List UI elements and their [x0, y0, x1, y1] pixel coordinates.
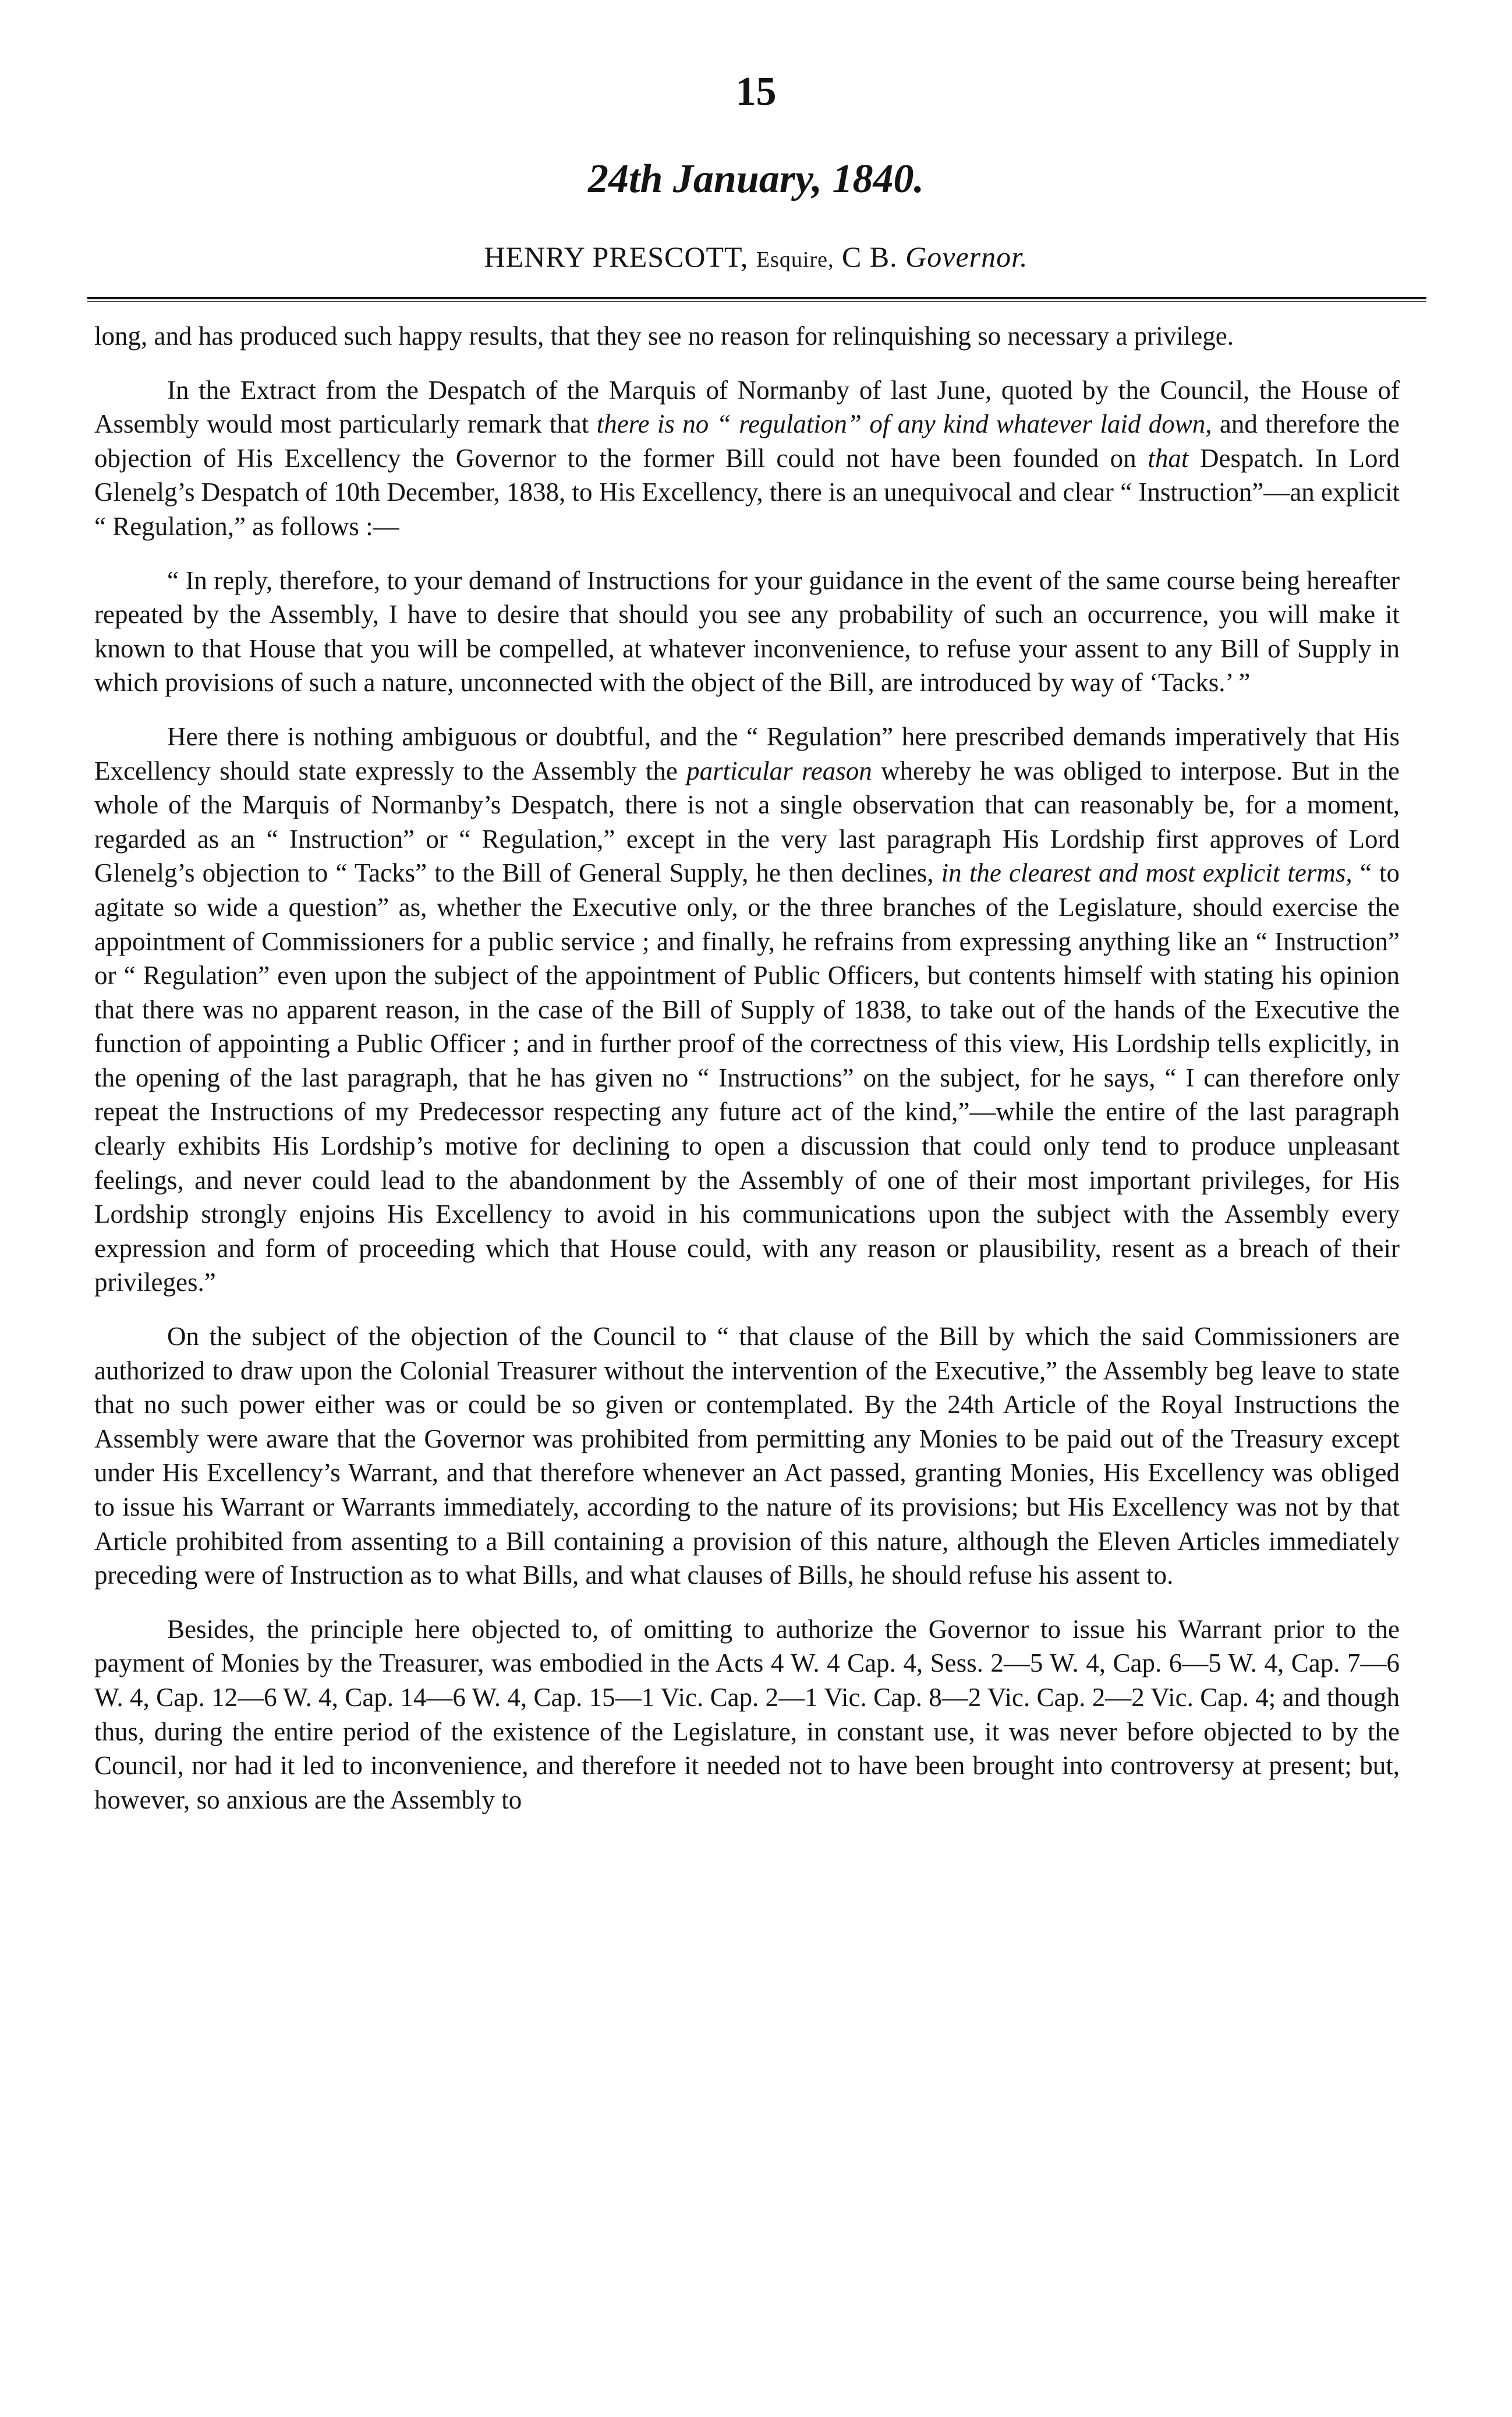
body-text — [94, 319, 1400, 1836]
governor-heading — [0, 240, 1512, 274]
paragraph-2-part-e: Despatch. In Lord Glenelg’s Despatch of 10th December, 1838, to His Excellency, there is an unequivocal and clear “ Instruction”—an explicit “ Regulation,” as follows :— — [94, 443, 1400, 541]
paragraph-1: long, and has produced such happy results, that they see no reason for relinquishing so necessary a privilege. — [94, 321, 1234, 351]
governor-esquire: Esquire, — [756, 247, 834, 272]
paragraph-4-emphasis-terms: in the clearest and most explicit terms, — [941, 858, 1352, 888]
paragraph-2 — [94, 373, 1400, 544]
paragraph-4-emphasis: particular reason — [686, 756, 872, 785]
paragraph-4 — [94, 720, 1400, 1300]
paragraph-4-part-e: “ to agitate so wide a question” as, whether the Executive only, or the three branches of the Legislature, should exercise the appointment of Commissioners for a public service ; and finally, he refrains from expressing anything like an “ Instruction” or “ Regulation” even upon the subject of the appointment of Public Officers, but contents himself with stating his opinion that there was no apparent reason, in the case of the Bill of Supply of 1838, to take out of the hands of the Executive the function of appointing a Public Officer ; and in further proof of the correctness of this view, His Lordship tells explicitly, in the opening of the last paragraph, that he has given no “ Instructions” on the subject, for he says, “ I can therefore only repeat the Instructions of my Predecessor respecting any future act of the kind,”—while the entire of the last paragraph clearly exhibits His Lordship’s motive for declining to open a discussion that could only tend to produce unpleasant feelings, and never could lead to the abandonment by the Assembly of one of their most important privileges, for His Lordship strongly enjoins His Excellency to avoid in his communications upon the subject with the Assembly every expression and form of proceeding which that House could, with any reason or plausibility, resent as a breach of their privileges.” — [94, 858, 1400, 1297]
paragraph-2-part-a: In the Extract from the Despatch of the Marquis of Normanby of last June, quoted by the Council, the House of Assembly would most particularly remark that — [94, 375, 1400, 439]
paragraph-4-part-c: whereby he was obliged to interpose. But in the whole of the Marquis of Normanby’s Despatch, there is not a single observation that can reasonably be, for a moment, regarded as an “ Instruction” or “ Regulation,” except in the very last paragraph His Lordship first approves of Lord Glenelg’s objection to “ Tacks” to the Bill of General Supply, he then declines, — [94, 756, 1400, 888]
paragraph-3-quotation: “ In reply, therefore, to your demand of Instructions for your guidance in the event of the same course being hereafter repeated by the Assembly, I have to desire that should you see any probability of such an occurrence, you will make it known to that House that you will be compelled, at whatever inconvenience, to refuse your assent to any Bill of Supply in which provisions of such a nature, unconnected with the object of the Bill, are introduced by way of ‘Tacks.’ ” — [94, 565, 1400, 698]
date-heading: 24th January, 1840. — [588, 157, 924, 201]
paragraph-2-part-c: and therefore the objection of His Excellency the Governor to the former Bill could not have been founded on — [94, 409, 1400, 473]
governor-cb: C B. — [841, 240, 898, 273]
paragraph-2-emphasis-that: that — [1148, 443, 1189, 473]
governor-title: Governor. — [905, 240, 1028, 273]
page-number: 15 — [735, 69, 777, 114]
paragraph-2-emphasis: there is no “ regulation” of any kind whatever laid down, — [596, 409, 1212, 439]
paragraph-5: On the subject of the objection of the Council to “ that clause of the Bill by which the said Commissioners are authorized to draw upon the Colonial Treasurer without the intervention of the Executive,” the Assembly beg leave to state that no such power either was or could be so given or contemplated. By the 24th Article of the Royal Instructions the Assembly were aware that the Governor was prohibited from permitting any Monies to be paid out of the Treasury except under His Excellency’s Warrant, and that therefore whenever an Act passed, granting Monies, His Excellency was obliged to issue his Warrant or Warrants immediately, according to the nature of its provisions; but His Excellency was not by that Article prohibited from assenting to a Bill containing a provision of this nature, although the Eleven Articles immediately preceding were of Instruction as to what Bills, and what clauses of Bills, he should refuse his assent to. — [94, 1322, 1400, 1590]
paragraph-4-part-a: Here there is nothing ambiguous or doubtful, and the “ Regulation” here prescribed demands imperatively that His Excellency should state expressly to the Assembly the — [94, 721, 1400, 785]
header-rule — [87, 297, 1426, 302]
paragraph-6: Besides, the principle here objected to, of omitting to authorize the Governor to issue his Warrant prior to the payment of Monies by the Treasurer, was embodied in the Acts 4 W. 4 Cap. 4, Sess. 2—5 W. 4, Cap. 6—5 W. 4, Cap. 7—6 W. 4, Cap. 12—6 W. 4, Cap. 14—6 W. 4, Cap. 15—1 Vic. Cap. 2—1 Vic. Cap. 8—2 Vic. Cap. 2—2 Vic. Cap. 4; and though thus, during the entire period of the existence of the Legislature, in constant use, it was never before objected to by the Council, nor had it led to inconvenience, and therefore it needed not to have been brought into controversy at present; but, however, so anxious are the Assembly to — [94, 1614, 1400, 1814]
governor-name: HENRY PRESCOTT, — [484, 240, 749, 273]
